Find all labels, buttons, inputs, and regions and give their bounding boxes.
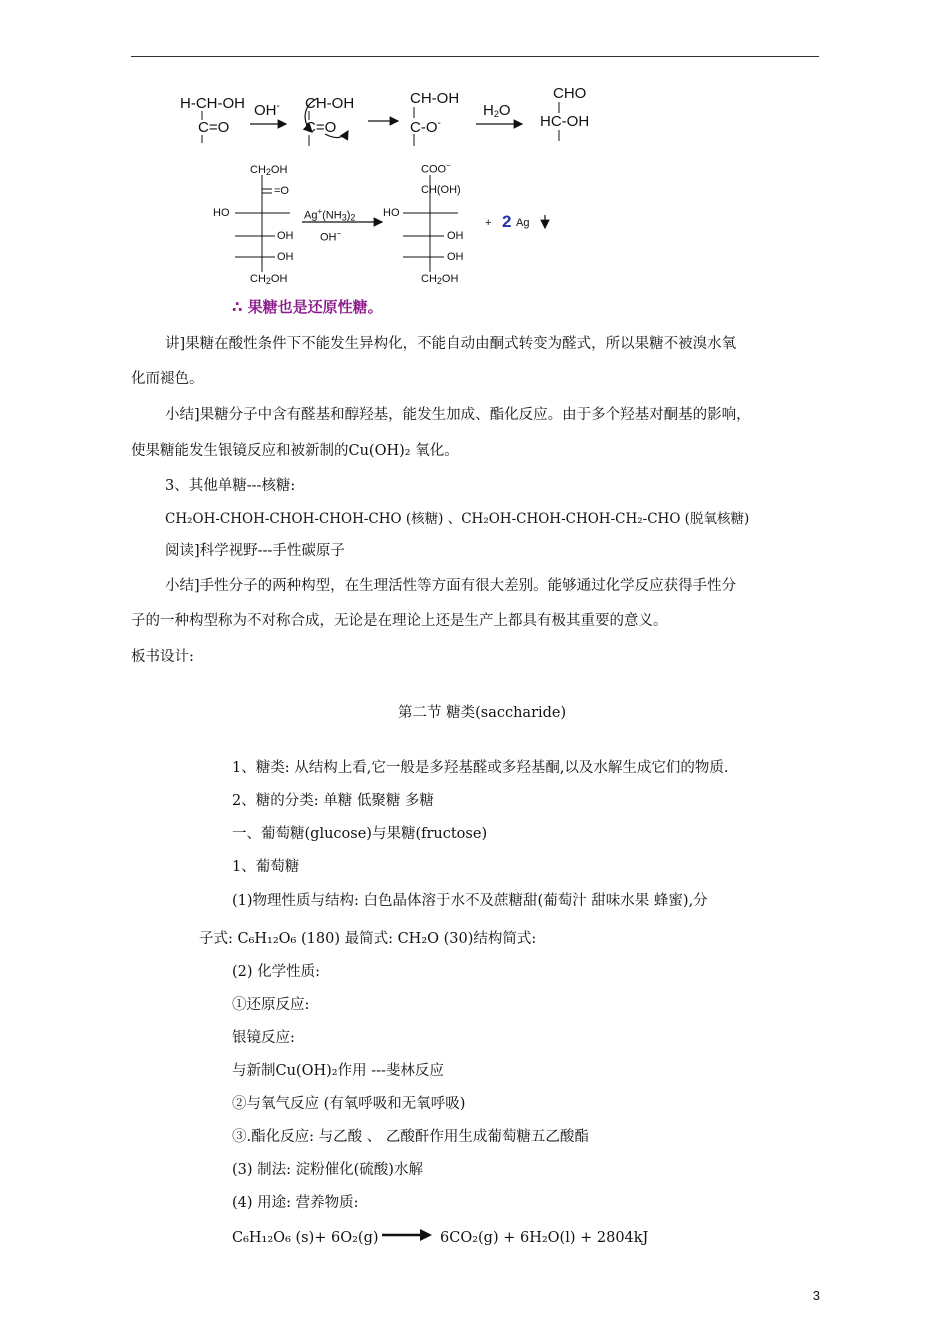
mol3-bottom: C-O-: [410, 118, 441, 136]
board-line-13: (4) 用途: 营养物质:: [232, 1195, 359, 1211]
board-line-9: 与新制Cu(OH)₂作用 ---斐林反应: [232, 1063, 444, 1079]
left-c1: $CH_2OH$: [250, 164, 288, 177]
mol2-bottom: C=O: [305, 119, 337, 136]
board-line-8: 银镜反应:: [232, 1030, 295, 1046]
para-5: 阅读]科学视野---手性碳原子: [165, 543, 345, 559]
right-c6: $CH_2OH$: [421, 273, 459, 286]
board-line-12: (3) 制法: 淀粉催化(硫酸)水解: [232, 1162, 423, 1178]
para-6a: 小结]手性分子的两种构型，在生理活性等方面有很大差别。能够通过化学反应获得手性分: [165, 578, 737, 594]
board-line-4: 1、葡萄糖: [232, 859, 300, 875]
mol4-top: CHO: [553, 85, 587, 102]
mol1-top: H-CH-OH: [180, 95, 245, 112]
right-c4: OH: [447, 230, 464, 242]
mol4-bottom: HC-OH: [540, 113, 590, 130]
equation-left: C₆H₁₂O₆ (s)+ 6O₂(g): [232, 1230, 379, 1246]
right-c5: OH: [447, 251, 464, 263]
mol2-top: CH-OH: [305, 95, 355, 112]
board-line-5b: 子式: C₆H₁₂O₆ (180) 最简式: CH₂O (30)结构简式:: [199, 931, 537, 947]
para-1a: 讲]果糖在酸性条件下不能发生异构化，不能自动由酮式转变为醛式，所以果糖不被溴水氧: [165, 336, 737, 352]
para-2a: 小结]果糖分子中含有醛基和醇羟基，能发生加成、酯化反应。由于多个羟基对酮基的影响，: [165, 407, 751, 423]
page-number: 3: [812, 1288, 820, 1303]
left-c4: OH: [277, 230, 294, 242]
silver-coefficient: 2: [502, 212, 512, 231]
board-line-5a: (1)物理性质与结构: 白色晶体溶于水不及蔗糖甜(葡萄汁 甜味水果 蜂蜜),分: [232, 893, 708, 909]
oh-reagent: OH-: [254, 101, 280, 119]
water-reagent: $H_2O$: [483, 102, 511, 119]
para-6b: 子的一种构型称为不对称合成，无论是在理论上还是生产上都具有极其重要的意义。: [131, 613, 668, 629]
left-c2: =O: [274, 185, 289, 197]
para-4: CH₂OH-CHOH-CHOH-CHOH-CHO (核糖) 、CH₂OH-CHOH-CHOH-CH₂-CHO (脱氧核糖): [165, 511, 750, 527]
board-line-6: (2) 化学性质:: [232, 964, 321, 980]
mol3-top: CH-OH: [410, 90, 460, 107]
para-3: 3、其他单糖---核糖:: [165, 478, 296, 494]
conclusion-text: ∴ 果糖也是还原性糖。: [232, 298, 383, 316]
left-c3: HO: [213, 207, 230, 219]
para-1b: 化而褪色。: [131, 371, 204, 387]
left-c6: $CH_2OH$: [250, 273, 288, 286]
board-line-11: ③.酯化反应: 与乙酸 、 乙酸酐作用生成葡萄糖五乙酸酯: [232, 1129, 589, 1145]
board-line-3: 一、葡萄糖(glucose)与果糖(fructose): [232, 826, 488, 842]
mol1-bottom: C=O: [198, 119, 230, 136]
right-c2: CH(OH): [421, 184, 461, 196]
base-reagent: OH−: [320, 229, 342, 244]
equation-right: 6CO₂(g) + 6H₂O(l) + 2804kJ: [440, 1230, 649, 1246]
para-7: 板书设计:: [131, 649, 194, 665]
scheme-graphics: [0, 0, 950, 320]
para-2b: 使果糖能发生银镜反应和被新制的Cu(OH)₂ 氧化。: [131, 443, 459, 459]
board-line-10: ②与氧气反应 (有氧呼吸和无氧呼吸): [232, 1096, 466, 1112]
board-line-1: 1、糖类: 从结构上看,它一般是多羟基醛或多羟基酮,以及水解生成它们的物质.: [232, 760, 729, 776]
left-c5: OH: [277, 251, 294, 263]
tollens-reagent: $Ag^+(NH_3)_2$: [304, 207, 356, 223]
board-line-2: 2、糖的分类: 单糖 低聚糖 多糖: [232, 793, 434, 809]
board-title: 第二节 糖类(saccharide): [398, 705, 567, 721]
right-c1: COO−: [421, 161, 451, 176]
silver-product: Ag: [516, 217, 530, 229]
plus-sign: +: [485, 217, 492, 229]
board-line-7: ①还原反应:: [232, 997, 310, 1013]
right-c3: HO: [383, 207, 400, 219]
